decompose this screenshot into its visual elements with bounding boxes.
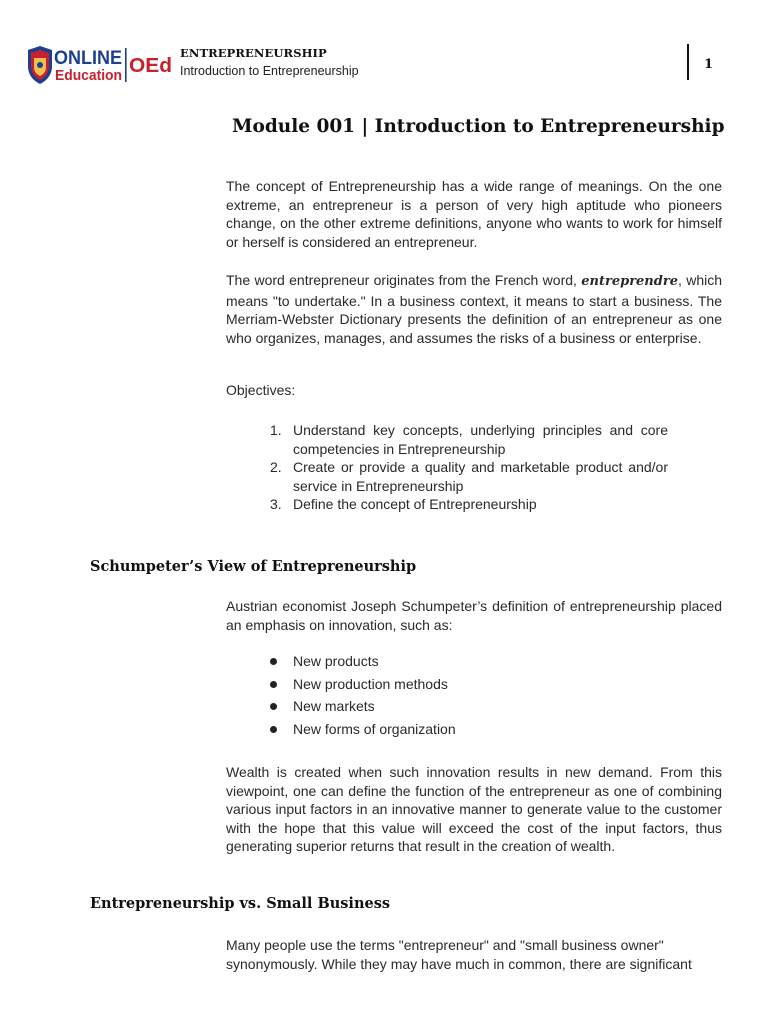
p2-before: The word entrepreneur originates from the French word,: [226, 272, 582, 288]
logo-education-text: Education: [55, 67, 122, 84]
list-item: [266, 495, 668, 514]
bullet-text: New markets: [293, 698, 375, 715]
online-education-logo: [24, 44, 176, 86]
objectives-list: [266, 421, 668, 514]
small-business-heading: Entrepreneurship vs. Small Business: [90, 895, 391, 912]
intro-paragraph-1: The concept of Entrepreneurship has a wide range of meanings. On the one extreme, an entrepreneur is a person of very high aptitude who pioneers change, on the other extreme definitions, anyone who wants to work for himself or herself is considered an entrepreneur.: [226, 178, 722, 250]
page-number: 1: [704, 57, 714, 72]
p2-after: , which means "to undertake." In a business context, it means to start a business. The Merriam-Webster Dictionary presents the definition of an entrepreneur as one who organizes, manages, and assumes the risks of a business or enterprise.: [226, 272, 722, 346]
list-item: [266, 458, 668, 495]
page-title: Module 001 | Introduction to Entrepreneurship: [232, 116, 725, 137]
logo-oed-text: OEd: [129, 55, 172, 77]
bullet-text: New production methods: [293, 675, 448, 692]
bullet-text: New products: [293, 653, 379, 669]
schumpeter-intro: Austrian economist Joseph Schumpeter’s definition of entrepreneurship placed an emphasis on innovation, such as:: [226, 598, 722, 633]
list-text: Create or provide a quality and marketable product and/or service in Entrepreneurship: [293, 459, 668, 494]
list-number: 1.: [270, 422, 282, 438]
small-business-paragraph: Many people use the terms "entrepreneur" and "small business owner" synonymously. While they may have much in common, there are significant: [226, 937, 692, 972]
bullet-icon: [270, 703, 277, 710]
list-text: Define the concept of Entrepreneurship: [293, 496, 537, 513]
wealth-paragraph: Wealth is created when such innovation results in new demand. From this viewpoint, one can define the function of the entrepreneur as one of combining various input factors in an innovative manner to generate value to the customer with the hope that this value will exceed the cost of the input factors, thus generating superior returns that result in the creation of wealth.: [226, 764, 722, 855]
list-text: Understand key concepts, underlying principles and core competencies in Entrepreneurship: [293, 422, 668, 457]
logo-online-text: ONLINE: [54, 48, 122, 69]
bullet-icon: [270, 681, 277, 688]
objectives-label: Objectives:: [226, 382, 296, 398]
list-item: [266, 697, 456, 720]
intro-paragraph-2: [226, 271, 722, 347]
innovation-bullet-list: [266, 652, 456, 743]
list-item: [266, 675, 456, 698]
list-number: 2.: [270, 459, 282, 476]
bullet-icon: [270, 726, 277, 733]
crest-icon: [28, 46, 52, 84]
bullet-text: New forms of organization: [293, 721, 456, 738]
header-course-title: ENTREPRENEURSHIP: [180, 46, 327, 60]
bullet-icon: [270, 658, 277, 665]
p2-french-word: entreprendre: [581, 274, 678, 289]
list-item: [266, 421, 668, 458]
list-item: [266, 720, 456, 743]
list-number: 3.: [270, 496, 282, 513]
header-subtitle: Introduction to Entrepreneurship: [180, 64, 359, 78]
header-divider: [687, 44, 689, 80]
list-item: [266, 652, 456, 675]
schumpeter-heading: Schumpeter’s View of Entrepreneurship: [90, 558, 417, 575]
